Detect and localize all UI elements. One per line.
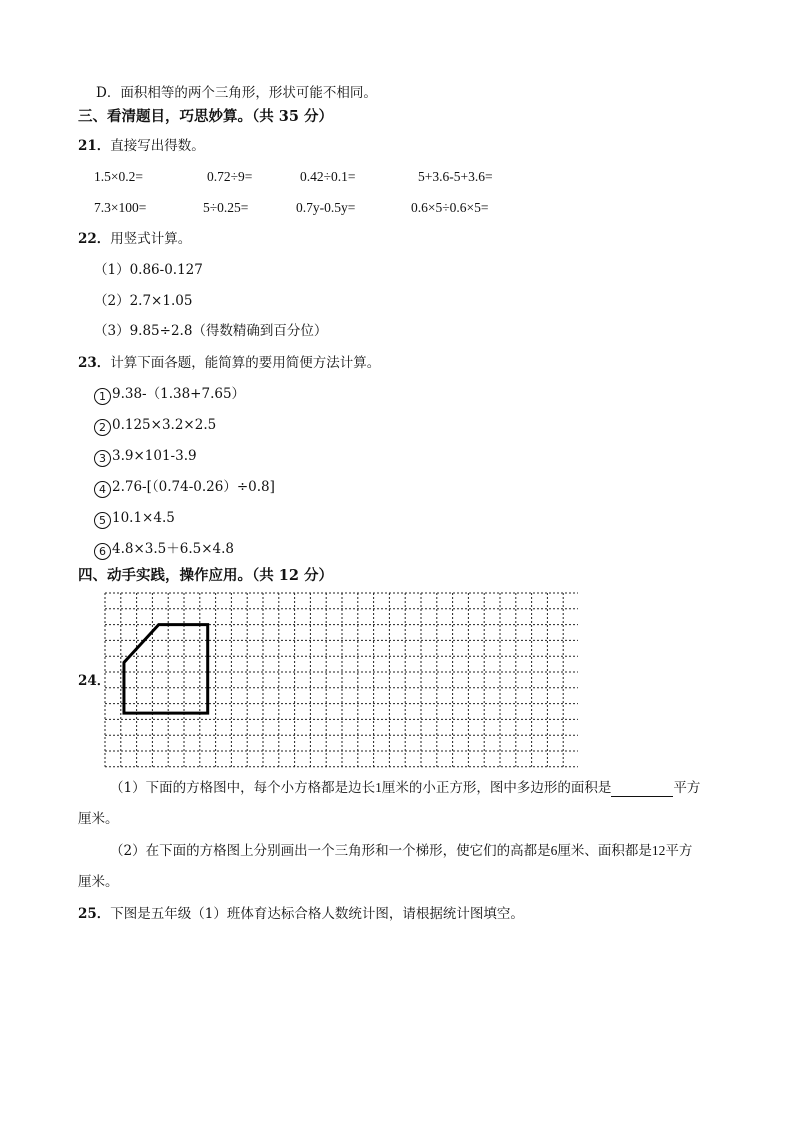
circled-number: 5: [94, 512, 111, 529]
q23-expression: 0.125×3.2×2.5: [112, 417, 217, 433]
q23-expression: 10.1×4.5: [112, 510, 175, 526]
section4-title: 四、动手实践，操作应用。（共 12 分）: [78, 567, 334, 584]
q23-item: [94, 509, 175, 529]
section3-title: 三、看清题目，巧思妙算。（共 35 分）: [78, 108, 334, 125]
circled-number: 6: [94, 543, 111, 560]
option-d: D．面积相等的两个三角形，形状可能不相同。: [96, 85, 377, 101]
q21-text: 直接写出得数。: [110, 138, 205, 154]
q22-item: （1）0.86-0.127: [94, 262, 203, 278]
q21-number: 21．: [78, 138, 111, 154]
q24-part2-text-b: 厘米、面积都是: [557, 843, 652, 859]
q24-part1-unit-tail: 厘米。: [78, 811, 119, 827]
q24-part2-height: 6: [550, 843, 558, 858]
q23-expression: 3.9×101-3.9: [112, 448, 197, 464]
circled-number: 4: [94, 481, 111, 498]
q23-item: [94, 416, 216, 436]
square-grid: [104, 591, 578, 773]
circled-number: 1: [94, 388, 111, 405]
q22-text: 用竖式计算。: [110, 231, 192, 247]
q23-item: [94, 478, 275, 498]
q21-item: 0.6×5÷0.6×5=: [411, 200, 489, 215]
q23-expression: 9.38-（1.38+7.65）: [112, 386, 246, 402]
q23-item: [94, 540, 234, 560]
q24-number: 24．: [78, 673, 111, 689]
q21-item: 5÷0.25=: [203, 200, 249, 215]
grid-figure: [104, 591, 578, 769]
circled-number: 2: [94, 419, 111, 436]
q22-item: （3）9.85÷2.8（得数精确到百分位）: [94, 323, 328, 339]
q21-item: 7.3×100=: [94, 200, 147, 215]
q25-number: 25．: [78, 906, 111, 922]
q23-expression: 2.76-[（0.74-0.26）÷0.8]: [112, 479, 275, 495]
circled-number: 3: [94, 450, 111, 467]
q24-part1: [110, 779, 700, 797]
q21-item: 0.72÷9=: [207, 169, 253, 184]
q23-number: 23．: [78, 355, 111, 371]
q24-part1-unit: 平方: [673, 780, 701, 796]
q21-item: 0.7y-0.5y=: [296, 200, 356, 215]
q21-item: 1.5×0.2=: [94, 169, 143, 184]
q23-expression: 4.8×3.5＋6.5×4.8: [112, 541, 235, 557]
q24-part1-text-b: 厘米的小正方形，图中多边形的面积是: [381, 780, 612, 796]
q23-item: [94, 447, 197, 467]
q24-part2-area: 12: [651, 843, 666, 858]
q25-text: 下图是五年级（1）班体育达标合格人数统计图，请根据统计图填空。: [110, 906, 524, 922]
q22-item: （2）2.7×1.05: [94, 293, 193, 309]
q23-heading: [78, 354, 380, 372]
q21-item: 5+3.6-5+3.6=: [418, 169, 493, 184]
q21-item: 0.42÷0.1=: [300, 169, 356, 184]
answer-blank[interactable]: [611, 782, 673, 797]
q25-heading: [78, 905, 524, 923]
q23-text: 计算下面各题，能简算的要用简便方法计算。: [110, 355, 381, 371]
q21-heading: [78, 137, 205, 155]
q24-part2: [110, 842, 692, 860]
q24-part1-text: （1）下面的方格图中，每个小方格都是边长: [110, 780, 376, 796]
q24-part2-unit: 平方: [665, 843, 693, 859]
q24-part2-text: （2）在下面的方格图上分别画出一个三角形和一个梯形，使它们的高都是: [110, 843, 551, 859]
q22-number: 22．: [78, 231, 111, 247]
q23-item: [94, 385, 245, 405]
q22-heading: [78, 230, 191, 248]
q24-part2-unit-tail: 厘米。: [78, 874, 119, 890]
q24-part1-side: 1: [375, 780, 382, 795]
